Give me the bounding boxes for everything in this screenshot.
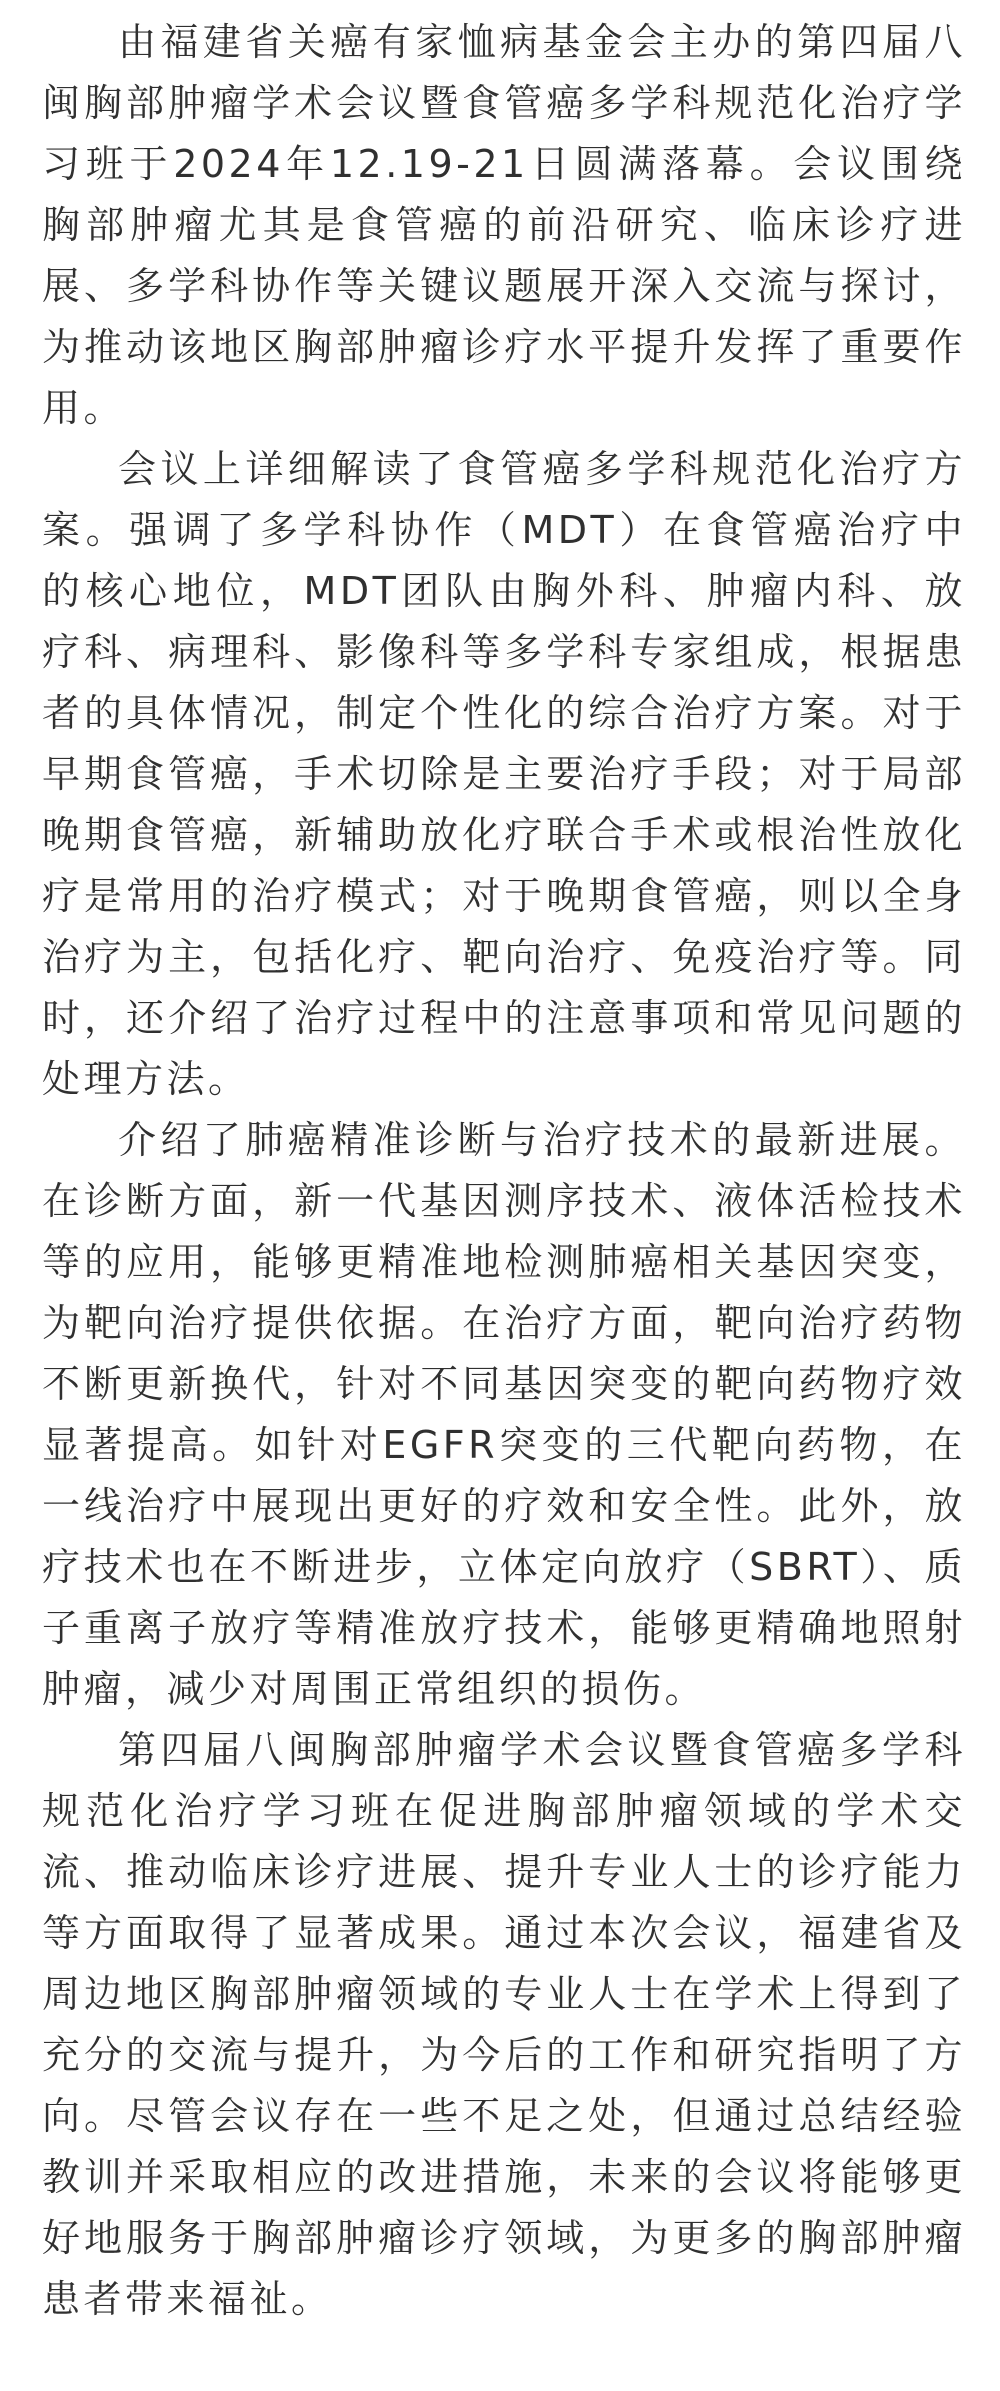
- paragraph-meeting-summary: 第四届八闽胸部肿瘤学术会议暨食管癌多学科规范化治疗学习班在促进胸部肿瘤领域的学术交流、推动临床诊疗进展、提升专业人士的诊疗能力等方面取得了显著成果。通过本次会议，福建省及周边地区胸部肿瘤领域的专业人士在学术上得到了充分的交流与提升，为今后的工作和研究指明了方向。尽管会议存在一些不足之处，但通过总结经验教训并采取相应的改进措施，未来的会议将能够更好地服务于胸部肿瘤诊疗领域，为更多的胸部肿瘤患者带来福祉。: [42, 1728, 966, 2321]
- article-body: [42, 12, 966, 2330]
- paragraph-meeting-intro: 由福建省关癌有家恤病基金会主办的第四届八闽胸部肿瘤学术会议暨食管癌多学科规范化治疗学习班于2024年12.19-21日圆满落幕。会议围绕胸部肿瘤尤其是食管癌的前沿研究、临床诊疗进展、多学科协作等关键议题展开深入交流与探讨，为推动该地区胸部肿瘤诊疗水平提升发挥了重要作用。: [42, 20, 966, 430]
- paragraph-lung-cancer-progress: 介绍了肺癌精准诊断与治疗技术的最新进展。在诊断方面，新一代基因测序技术、液体活检技术等的应用，能够更精准地检测肺癌相关基因突变，为靶向治疗提供依据。在治疗方面，靶向治疗药物不断更新换代，针对不同基因突变的靶向药物疗效显著提高。如针对EGFR突变的三代靶向药物，在一线治疗中展现出更好的疗效和安全性。此外，放疗技术也在不断进步，立体定向放疗（SBRT）、质子重离子放疗等精准放疗技术，能够更精确地照射肿瘤，减少对周围正常组织的损伤。: [42, 1118, 966, 1711]
- paragraph-esophageal-cancer-mdt: 会议上详细解读了食管癌多学科规范化治疗方案。强调了多学科协作（MDT）在食管癌治疗中的核心地位，MDT团队由胸外科、肿瘤内科、放疗科、病理科、影像科等多学科专家组成，根据患者的具体情况，制定个性化的综合治疗方案。对于早期食管癌，手术切除是主要治疗手段；对于局部晚期食管癌，新辅助放化疗联合手术或根治性放化疗是常用的治疗模式；对于晚期食管癌，则以全身治疗为主，包括化疗、靶向治疗、免疫治疗等。同时，还介绍了治疗过程中的注意事项和常见问题的处理方法。: [42, 447, 966, 1101]
